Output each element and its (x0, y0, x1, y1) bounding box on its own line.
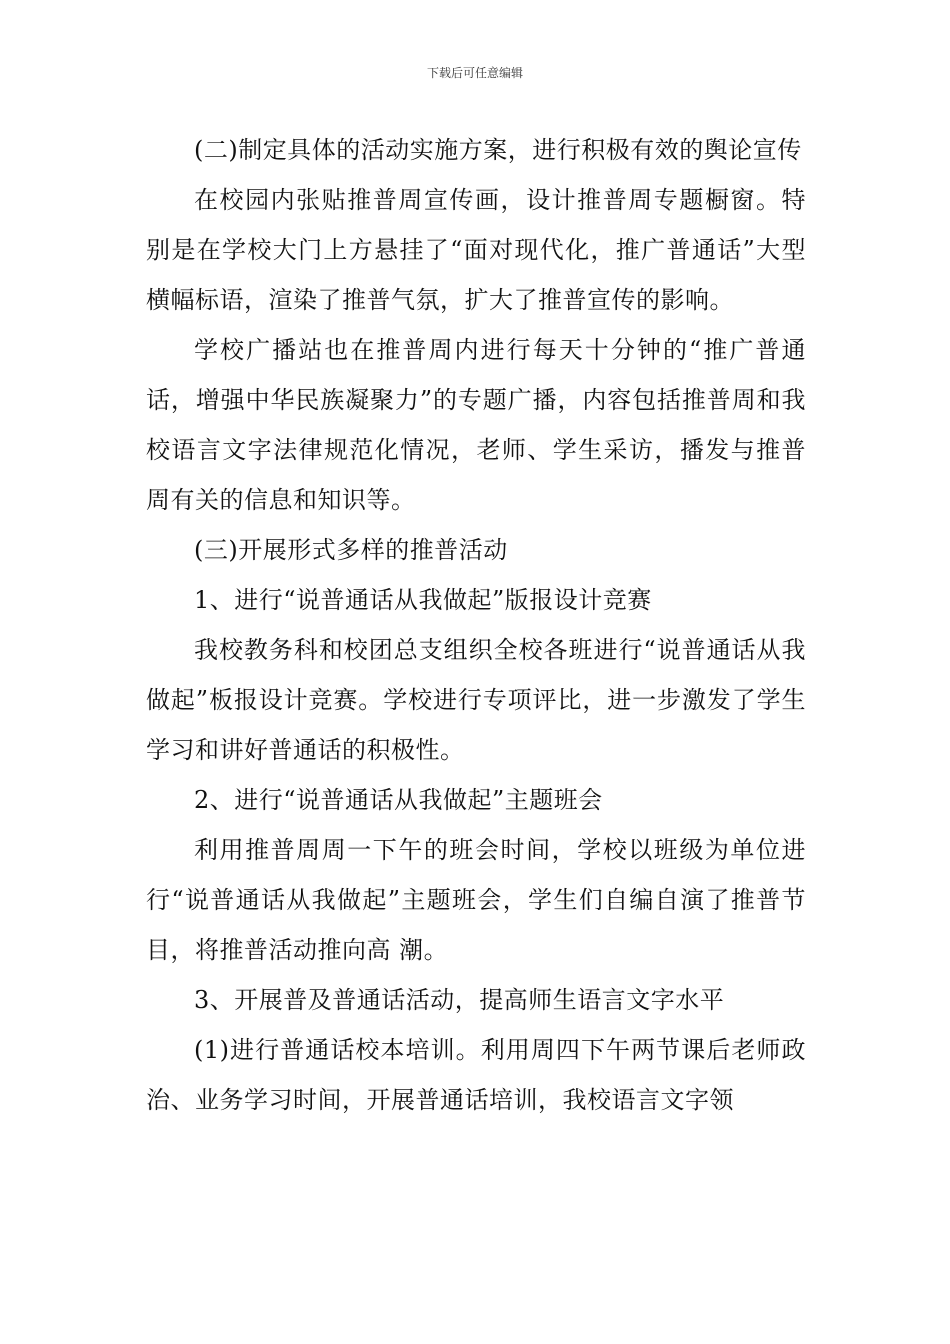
subheading-2: 2、进行“说普通话从我做起”主题班会 (194, 786, 603, 814)
paragraph: 我校教务科和校团总支组织全校各班进行“说普通话从我做起”板报设计竞赛。学校进行专项评比，进一步激发了学生学习和讲好普通话的积极性。 (146, 636, 806, 764)
section-heading-2: (二)制定具体的活动实施方案，进行积极有效的舆论宣传 (194, 136, 802, 164)
paragraph: (1)进行普通话校本培训。利用周四下午两节课后老师政治、业务学习时间，开展普通话培训，我校语言文字领 (146, 1036, 806, 1114)
section-heading-3: (三)开展形式多样的推普活动 (194, 536, 508, 564)
paragraph: 学校广播站也在推普周内进行每天十分钟的“推广普通话，增强中华民族凝聚力”的专题广播，内容包括推普周和我校语言文字法律规范化情况，老师、学生采访，播发与推普周有关的信息和知识等。 (146, 336, 806, 514)
subheading-3: 3、开展普及普通话活动，提高师生语言文字水平 (194, 986, 725, 1014)
paragraph: 在校园内张贴推普周宣传画，设计推普周专题橱窗。特别是在学校大门上方悬挂了“面对现代化，推广普通话”大型横幅标语，渲染了推普气氛，扩大了推普宣传的影响。 (146, 186, 806, 314)
page-header-note: 下载后可任意编辑 (426, 66, 523, 80)
paragraph: 利用推普周周一下午的班会时间，学校以班级为单位进行“说普通话从我做起”主题班会，学生们自编自演了推普节目，将推普活动推向高 潮。 (146, 836, 806, 964)
subheading-1: 1、进行“说普通话从我做起”版报设计竞赛 (194, 586, 652, 614)
document-body (146, 125, 806, 1125)
